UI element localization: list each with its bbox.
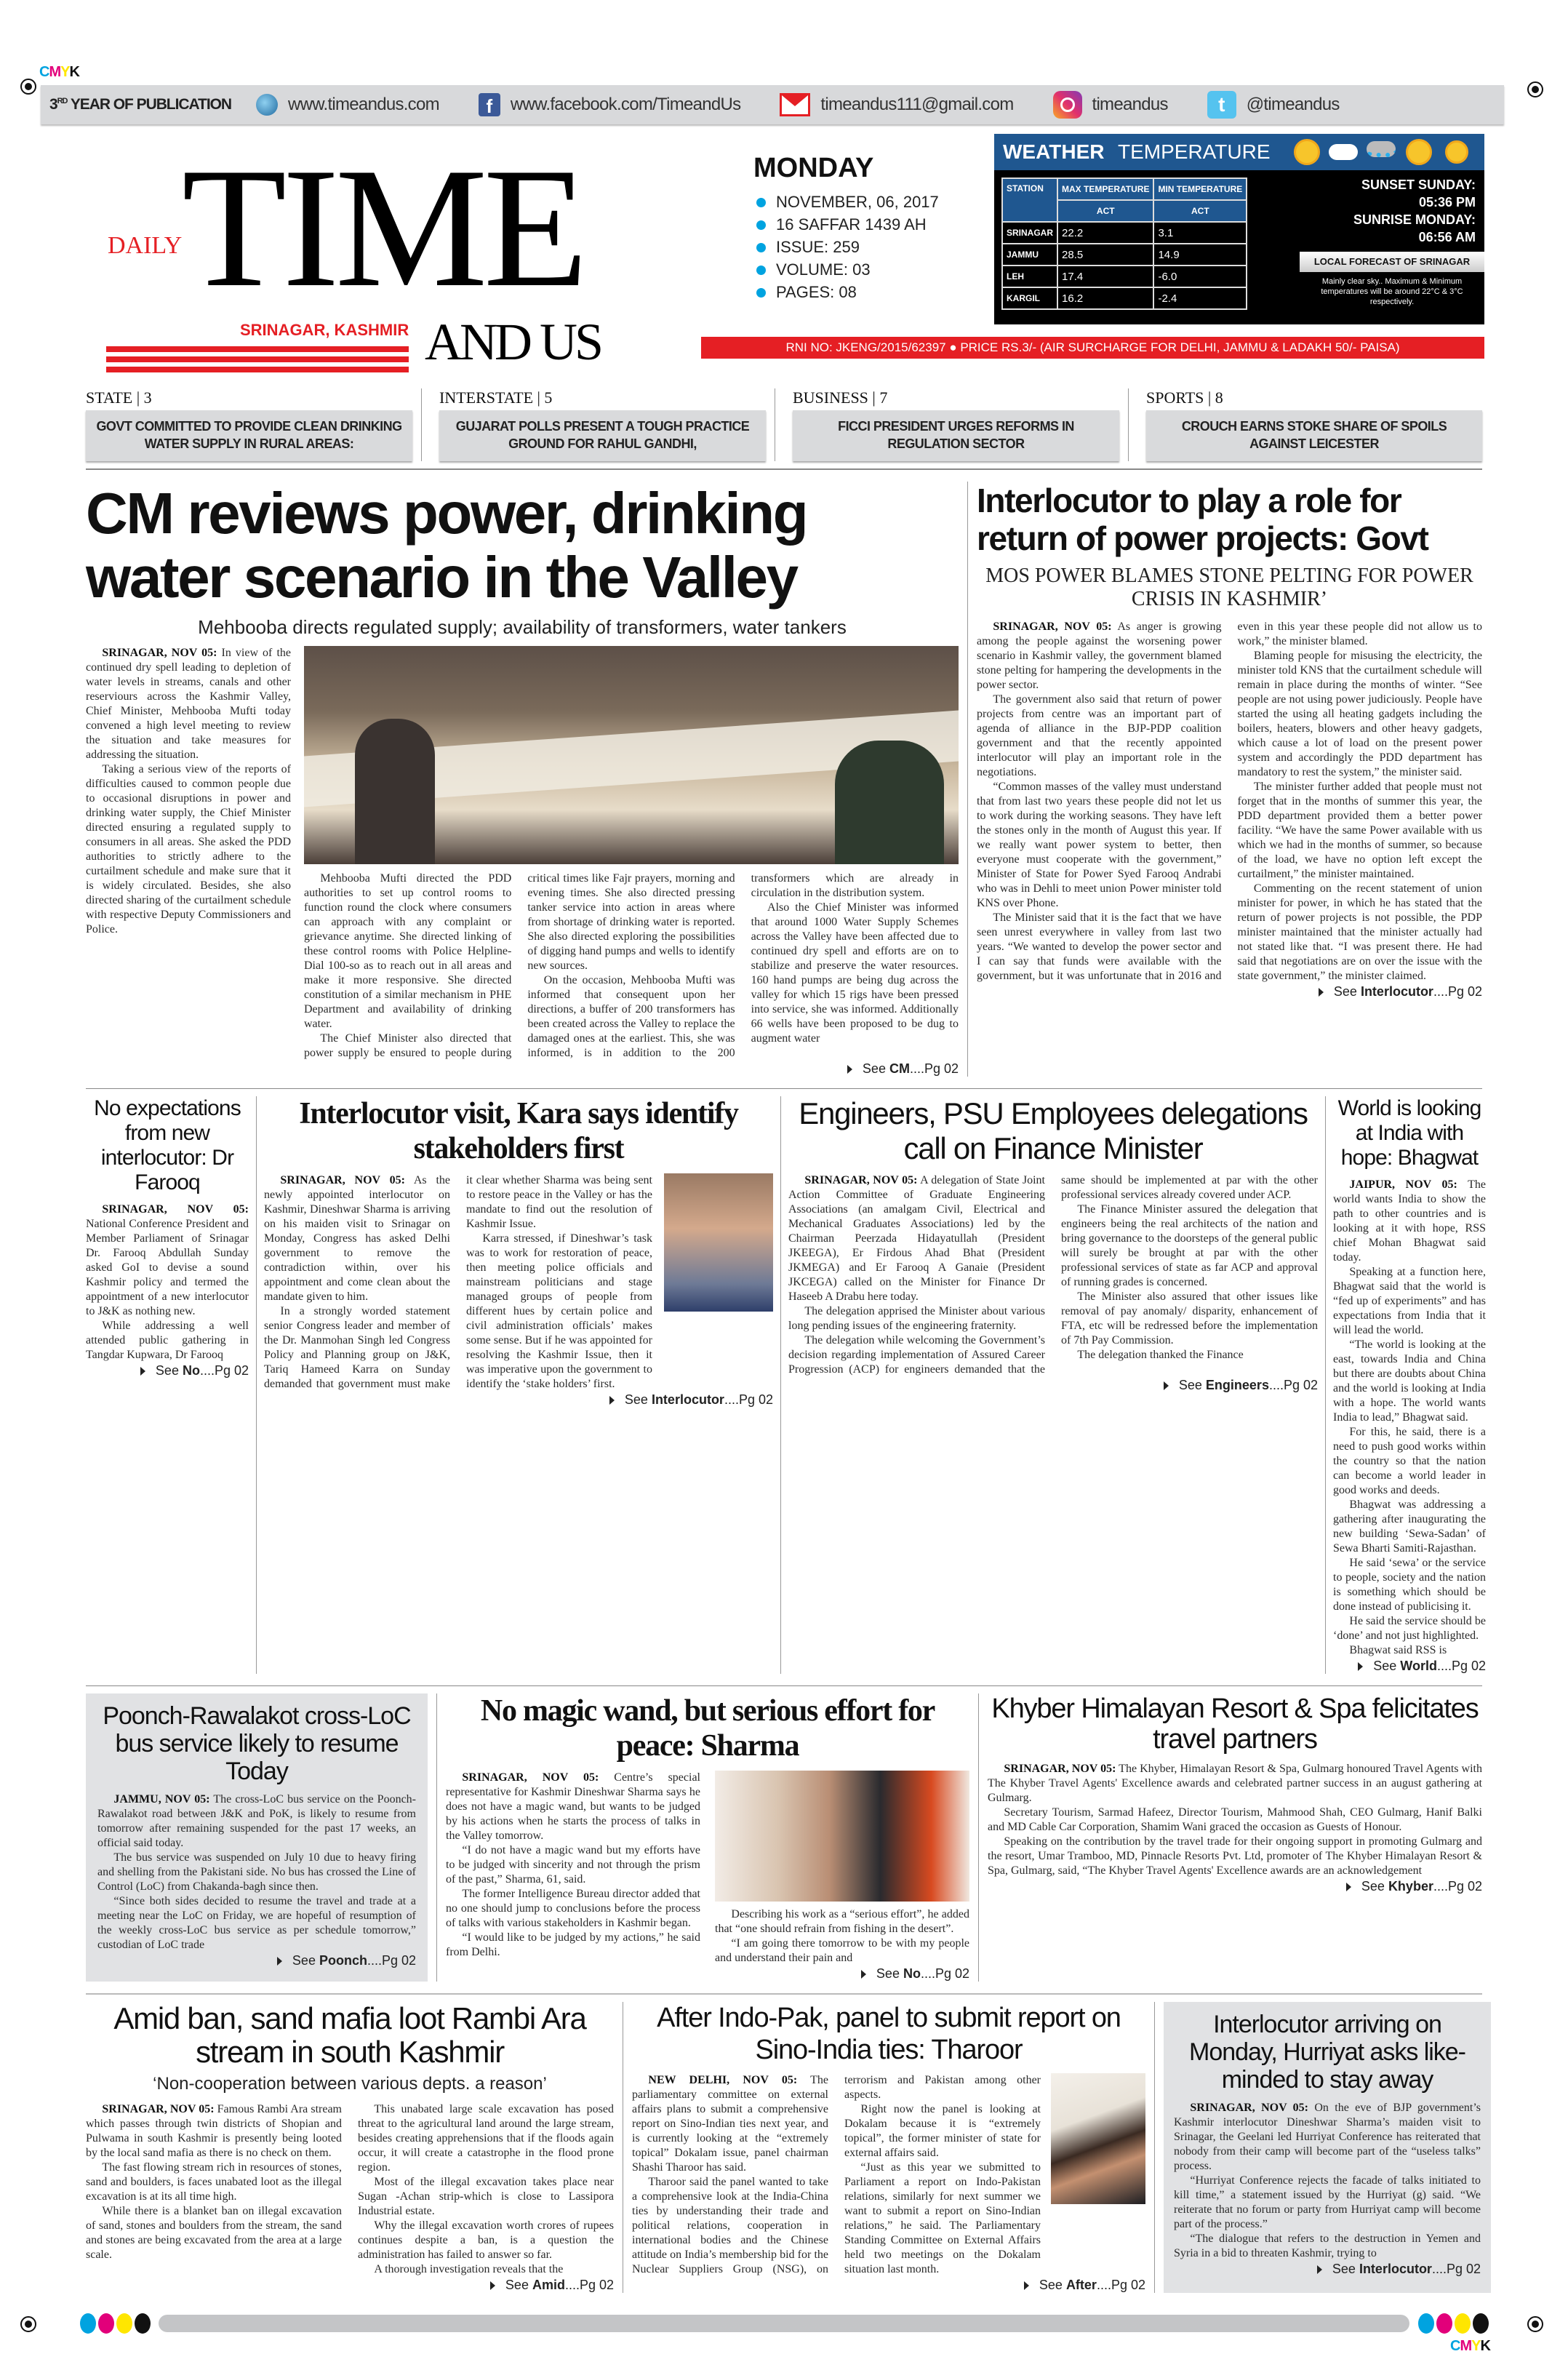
min-temp: 14.9 — [1153, 244, 1247, 266]
instagram-icon — [1053, 91, 1082, 119]
paragraph: Describing his work as a “serious effort”, he added that “one should refrain from fishing in the desert”. — [715, 1908, 969, 1935]
lead-paragraph: Famous Rambi Ara stream which passes through twin districts of Shopian and Pulwama in south Kashmir is presently being looted by the local sand mafia as there is no check on them. — [86, 2103, 343, 2159]
twitter-icon: t — [1207, 91, 1236, 119]
farooq-headline[interactable]: No expectations from new interlocutor: Dr Farooq — [94, 1096, 241, 1194]
registration-mark-icon — [1527, 2316, 1543, 2332]
headline[interactable]: CM reviews power, drinking water scenario in the Valley — [86, 481, 807, 610]
sunset-time: 05:36 PM — [1418, 195, 1476, 210]
weather-row — [1002, 244, 1247, 266]
teaser-headline[interactable]: CROUCH EARNS STOKE SHARE OF SPOILS AGAINST LEICESTER — [1146, 410, 1482, 461]
paragraph: “Common masses of the valley must understand that from last two years these people did not let us to work during the working seasons. They have left the stones only in the month of August this year. If we really want power system to better, then everyone must cooperate with the government,” Minister of State for Power Syed Farooq Andrabi who was in Dehli to meet union Power minister told KNS over Phone. — [977, 781, 1222, 909]
tharoor-columns — [632, 2073, 1041, 2277]
article-hurriyat — [1164, 2002, 1491, 2293]
paragraph: While addressing a well attended public gathering in Tangdar Kupwara, Dr Farooq — [86, 1320, 249, 1361]
lead-paragraph: The cross-LoC bus service on the Poonch-Rawalakot road between J&K and PoK, is likely to resume from tomorrow after remaining suspended for the past 17 weeks, an official said today. — [97, 1793, 416, 1849]
see-more-engineers[interactable] — [788, 1377, 1318, 1393]
see-page: ....Pg 02 — [920, 1966, 969, 1981]
sharma-portrait-photo — [715, 1771, 969, 1902]
teaser-headline[interactable]: FICCI PRESIDENT URGES REFORMS IN REGULATION SECTOR — [793, 410, 1119, 461]
see-word: Interlocutor — [1360, 984, 1433, 999]
cmyk-c: C — [1450, 2338, 1460, 2354]
paragraph: Blaming people for misusing the electricity, the minister told KNS that the curtailment schedule will remain in place during the months of winter. “See people are not using power judiciously. People have started the using all heating gadgets including the boilers, heaters, blowers and other heavy gadgets, which cause a lot of load on the present power system and accordingly the PDD department has mandatory to rest the system,” the minister said. — [1237, 650, 1482, 778]
cyan-dot — [80, 2313, 96, 2334]
see-more-sharma[interactable] — [715, 1966, 969, 1982]
paragraph: “I do not have a magic wand but my efforts have to be judged with sincerity and not through the prism of the past,” Sharma, 61, said. — [446, 1844, 700, 1886]
karra-portrait-photo — [664, 1173, 773, 1312]
triangle-icon — [861, 1970, 866, 1979]
see-word: Interlocutor — [1359, 2262, 1432, 2276]
triangle-icon — [1317, 2265, 1322, 2274]
paragraph: On the occasion, Mehbooba Mufti was informed that consequent upon her directions, a buffer of 200 transformers has been created across the Valley to replace the damaged ones at the earliest. This, she was informed, is in addition to the 200 transformers which are already in circulation in the distribution system. — [527, 872, 959, 1059]
article-khyber — [988, 1693, 1482, 1982]
paragraph: Commenting on the recent statement of union minister for power, in which he has stated that the return of power projects is not possible, the PDP minister maintained that the minister actually had not stated like that. “I was present there. He had said that negotiations are on over the issue with the state government,” the minister claimed. — [1237, 882, 1482, 982]
cmyk-m: M — [1460, 2338, 1472, 2354]
masthead-location: SRINAGAR, KASHMIR — [240, 321, 409, 339]
weather-row — [1002, 222, 1247, 244]
year-number: 3 — [49, 96, 57, 113]
tharoor-headline[interactable]: After Indo-Pak, panel to submit report on Sino-India ties: Tharoor — [657, 2003, 1121, 2065]
triangle-icon — [609, 1396, 615, 1405]
paragraph: Right now the panel is looking at Dokalam because it is “extremely topical”, the former minister of state for external affairs said. — [844, 2103, 1041, 2159]
facebook-link[interactable]: www.facebook.com/TimeandUs — [510, 95, 741, 114]
paragraph: The former Intelligence Bureau director added that no one should jump to conclusions before the process of talks with various stakeholders in Kashmir began. — [446, 1888, 700, 1929]
dateline: NEW DELHI, NOV 05: — [648, 2074, 798, 2086]
year-suffix: RD — [57, 97, 68, 105]
issue-detail — [756, 281, 975, 303]
station-name: KARGIL — [1002, 287, 1057, 309]
sunrise-time: 06:56 AM — [1418, 230, 1476, 244]
paragraph: While there is a blanket ban on illegal excavation of sand, stones and boulders from the stream, the sand and stones are being excavated from the area at a large scale. — [86, 2205, 342, 2261]
see-word: Engineers — [1205, 1378, 1269, 1392]
teaser-label: INTERSTATE | 5 — [439, 388, 553, 407]
magenta-dot — [98, 2313, 114, 2334]
rain-cloud-icon — [1367, 141, 1396, 157]
article-sharma — [446, 1693, 969, 1982]
registration-mark-icon — [1527, 81, 1543, 97]
col-station: STATION — [1002, 178, 1057, 222]
farooq-body — [86, 1202, 249, 1362]
facebook-icon: f — [479, 93, 500, 116]
email-link[interactable]: timeandus111@gmail.com — [820, 95, 1014, 114]
column-divider — [978, 1693, 979, 1982]
instagram-link[interactable]: timeandus — [1092, 95, 1168, 114]
triangle-icon — [847, 1065, 852, 1074]
teaser-interstate[interactable] — [439, 388, 775, 461]
clouds-icon — [1329, 144, 1358, 160]
see-page: ....Pg 02 — [1436, 1659, 1486, 1673]
issue-day: MONDAY — [753, 153, 874, 183]
issue-detail — [756, 236, 975, 258]
paragraph: Most of the illegal excavation takes place near Sugan -Achan strip-which is close to Lassipora Industrial estate. — [358, 2176, 614, 2217]
station-name: JAMMU — [1002, 244, 1057, 266]
yellow-dot — [1455, 2313, 1471, 2334]
bhagwat-body — [1333, 1178, 1486, 1658]
black-dot — [135, 2313, 151, 2334]
see-page: ....Pg 02 — [1096, 2278, 1145, 2292]
article-tharoor — [632, 2002, 1145, 2293]
sun-icon — [1445, 140, 1468, 164]
paragraph: The Chief Minister also directed that power supply be ensured to people during critical times like Fajr prayers, morning and evening times. She also directed pressing tanker service into action in areas where from shortage of drinking water is reported. She also directed exploring the possibilities of digging hand pumps and wells to identify new sources. — [304, 872, 735, 1059]
subheadline: Mehbooba directs regulated supply; availability of transformers, water tankers — [198, 616, 847, 638]
see-prefix: See — [1333, 984, 1361, 999]
cmyk-k: K — [1480, 2338, 1490, 2354]
black-dot — [1473, 2313, 1489, 2334]
article-kara — [264, 1096, 773, 1674]
dateline: SRINAGAR, NOV 05: — [1004, 1763, 1116, 1775]
triangle-icon — [1164, 1381, 1169, 1390]
paragraph: The delegation while welcoming the Government’s decision regarding implementation of Assured Career Progression (ACP) for engineers demanded that the same should be implemented at par with the other professional services already covered under ACP. — [788, 1174, 1318, 1376]
lead-paragraph: On the eve of BJP government’s Kashmir interlocutor Dineshwar Sharma’s maiden visit to Srinagar, the Geelani led Hurriyat Conference has reiterated that nobody from their camp will become part of the “useless talks” process. — [1174, 2102, 1481, 2172]
paragraph: Why the illegal excavation worth crores of rupees continues despite a ban, is a question the administration has failed to answer so far. — [358, 2219, 614, 2261]
triangle-icon — [1024, 2281, 1029, 2290]
poonch-headline[interactable]: Poonch-Rawalakot cross-LoC bus service likely to resume Today — [103, 1702, 411, 1785]
paragraph: “Hurriyat Conference rejects the facade of talks initiated to kill time,” a statement issued by the Hurriyat (g) said. “We reiterate that no forum or party from Hurriyat camp will become part of the process.” — [1174, 2174, 1481, 2230]
lead-paragraph: The parliamentary committee on external affairs plans to submit a comprehensive report on Sino-Indian ties next year, and is currently looking at the “extremely topical” Dokalam issue, panel chairman Shashi Tharoor has said. — [632, 2074, 828, 2174]
paragraph: “Since both sides decided to resume the travel and trade at a meeting near the LoC on Friday, we are hopeful of resumption of the weekly cross-LoC bus service as per schedule tomorrow,” custodian of LoC trade — [97, 1895, 416, 1951]
triangle-icon — [1319, 988, 1324, 997]
weather-row — [1002, 266, 1247, 287]
cmyk-mark-bottom — [1450, 2338, 1490, 2355]
article-interlocutor-role — [977, 482, 1482, 1077]
sharma-body-right — [715, 1907, 969, 1966]
column-divider — [256, 1096, 257, 1674]
sunset-label: SUNSET SUNDAY: — [1361, 177, 1476, 192]
dateline: SRINAGAR, NOV 05: — [462, 1771, 599, 1784]
paragraph: The government also said that return of power projects from centre was an important part of agenda of alliance in the BJP-PDP coalition government and that the recently appointed interlocutor will play an important role in the negotiations. — [977, 693, 1222, 778]
paragraph: The Minister also assured that other issues like removal of pay anomaly/ disparity, enhancement of FTA, etc will be redressed before the implementation of 7th Pay Commission. — [1061, 1290, 1318, 1346]
see-page: ....Pg 02 — [909, 1061, 959, 1076]
paragraph: For this, he said, there is a need to push good works within the country so that the nation can become a world leader in good works and deeds. — [1333, 1426, 1486, 1496]
see-prefix: See — [624, 1392, 652, 1407]
paragraph: Tharoor said the panel wanted to take a comprehensive look at the India-China ties by understanding their trade and political relations, cooperation in international bodies and the Chinese attitude on India’s membership bid for the Nuclear Suppliers Group (NSG), on terrorism and Pakistan among other aspects. — [632, 2074, 1041, 2275]
issue-detail — [756, 258, 975, 281]
min-temp: -6.0 — [1153, 266, 1247, 287]
triangle-icon — [277, 1957, 282, 1966]
see-word: Poonch — [319, 1953, 367, 1968]
lead-paragraph: The Khyber, Himalayan Resort & Spa, Gulmarg honoured Travel Agents with The Khyber Travel Agents' Excellence awards and celebrated partner success in an august gathering at Gulmarg. — [988, 1763, 1483, 1804]
teaser-headline[interactable]: GOVT COMMITTED TO PROVIDE CLEAN DRINKING WATER SUPPLY IN RURAL AREAS: — [86, 410, 412, 461]
paragraph: In a strongly worded statement senior Congress leader and member of the Dr. Manmohan Singh led Congress Policy and Planning group on J&K, Tariq Hameed Karra on Sunday demanded that government must make it clear whether Sharma was being sent to restore peace in the Valley or has the mandate to find out the resolution of Kashmir Issue. — [264, 1174, 652, 1390]
cmyk-k: K — [69, 64, 79, 80]
dateline: SRINAGAR, NOV 05: — [1190, 2102, 1309, 2114]
paragraph: The Minister said that it is the fact that we have seen unrest everywhere in valley from last two years. “We wanted to develop the power sector and I can say that funds were available with the government, but it was unfortunate that in 2016 and even in this year these people did not allow us to work,” the minister blamed. — [977, 621, 1482, 982]
top-info-bar — [41, 85, 1504, 124]
see-prefix: See — [1332, 2262, 1359, 2276]
dateline: JAIPUR, NOV 05: — [1349, 1178, 1457, 1191]
paragraph: The delegation apprised the Minister about various long pending issues of the engineering fraternity. — [788, 1305, 1045, 1332]
see-word: After — [1065, 2278, 1097, 2292]
footer-color-dots-left — [80, 2313, 153, 2337]
section-four — [86, 1993, 1482, 2293]
amid-subheadline: ‘Non-cooperation between various depts. a reason’ — [153, 2074, 547, 2094]
see-page: ....Pg 02 — [199, 1363, 249, 1378]
see-more-kara[interactable] — [264, 1392, 773, 1408]
see-more-farooq[interactable] — [86, 1362, 249, 1378]
hurriyat-body — [1174, 2101, 1481, 2261]
magenta-dot — [1436, 2313, 1452, 2334]
weather-header-row — [1002, 178, 1247, 200]
paragraph: Mehbooba Mufti directed the PDD authorities to set up control rooms to function round the clock where consumers can approach with any complaint or grievance anytime. She directed linking of these control rooms with Police Helpline-Dial 100-so as to reach out in all areas and make it more responsive. She directed constitution of a similar mechanism in PHE Department and availability of drinking water. — [304, 872, 512, 1030]
teaser-label: STATE | 3 — [86, 388, 152, 407]
paragraph: The delegation thanked the Finance — [1077, 1349, 1244, 1361]
see-prefix: See — [1039, 2278, 1066, 2292]
engineers-headline[interactable]: Engineers, PSU Employees delegations call on Finance Minister — [799, 1096, 1308, 1165]
max-temp: 28.5 — [1057, 244, 1153, 266]
paragraph: The minister further added that people must not forget that in the months of summer this year, the PDD department provided them a better power facility. “We have the same Power available with us which we had in the months of summer, so because of the load, we have no option left except the curtailment,” the minister maintained. — [1237, 781, 1482, 880]
see-more-khyber[interactable] — [988, 1878, 1482, 1894]
dateline: SRINAGAR, NOV 05: — [280, 1174, 405, 1186]
footer — [20, 2312, 1548, 2363]
rni-price-bar: RNI NO: JKENG/2015/62397 ● PRICE RS.3/- (AIR SURCHARGE FOR DELHI, JAMMU & LADAKH 50/- PAISA) — [701, 337, 1484, 359]
see-prefix: See — [1178, 1378, 1206, 1392]
max-temp: 17.4 — [1057, 266, 1153, 287]
volume-number: VOLUME: 03 — [776, 260, 871, 279]
see-prefix: See — [862, 1061, 889, 1076]
see-page: ....Pg 02 — [1268, 1378, 1318, 1392]
see-word: CM — [889, 1061, 910, 1076]
article-poonch — [86, 1693, 428, 1982]
globe-icon — [256, 94, 278, 116]
col-min: MIN TEMPERATURE — [1153, 178, 1247, 200]
paragraph: “Just as this year we submitted to Parliament a report on Indo-Pakistan relations, similarly for next summer we want to submit a report on Sino-Indian relations,” he said. The Parliamentary Standing Committee on External Affairs held two meetings on the Dokalam situation last month. — [844, 2161, 1041, 2275]
min-temp: 3.1 — [1153, 222, 1247, 244]
weather-row — [1002, 287, 1247, 309]
gmail-icon — [780, 93, 810, 116]
see-word: No — [903, 1966, 921, 1981]
teaser-business[interactable] — [793, 388, 1129, 461]
paragraph: Secretary Tourism, Sarmad Hafeez, Director Tourism, Mahmood Shah, CEO Gulmarg, Hanif Balki and MD Cable Car Corporation, Shamim Wani graced the occasion as Guests of Honour. — [988, 1806, 1482, 1833]
article-cm-reviews — [86, 482, 959, 1077]
twitter-link[interactable]: @timeandus — [1246, 95, 1340, 114]
article-engineers — [788, 1096, 1318, 1674]
paragraph: Karra stressed, if Dineshwar’s task was to work for restoration of peace, then meeting police officials and mainstream politicians and stage managed groups of people from different hues by certain police and civil administration officials’ makes some sense. But if he was appointed for resolving the Kashmir Issue, then it was imperative upon the government to identify the ‘stake holders’ first. — [466, 1232, 652, 1390]
teaser-strip — [86, 388, 1482, 470]
cm-columns — [304, 871, 959, 1061]
footer-gray-bar — [159, 2315, 1409, 2332]
issue-details — [756, 191, 975, 303]
cmyk-y: Y — [60, 64, 70, 80]
kara-columns — [264, 1173, 652, 1392]
see-page: ....Pg 02 — [1431, 2262, 1481, 2276]
teaser-sports[interactable] — [1146, 388, 1482, 461]
cmyk-y: Y — [1471, 2338, 1481, 2354]
sun-rain-icon — [1406, 139, 1432, 165]
paragraph: He said the service should be ‘done’ and not just highlighted. — [1333, 1615, 1486, 1642]
column-divider — [436, 1693, 437, 1982]
masthead-daily: DAILY — [108, 232, 183, 259]
paragraph: He said ‘sewa’ or the service to people, society and the nation is something which should be done instead of publicising it. — [1333, 1557, 1486, 1613]
masthead-subtitle: AND US — [425, 313, 601, 371]
column-divider — [1325, 1096, 1326, 1674]
see-prefix: See — [876, 1966, 903, 1981]
masthead-title: TIME — [182, 133, 584, 323]
dateline: SRINAGAR, NOV 05: — [102, 1203, 249, 1216]
see-more-hurriyat[interactable] — [1174, 2261, 1481, 2277]
see-more-amid[interactable] — [86, 2277, 614, 2293]
lead-paragraph: National Conference President and Member Parliament of Srinagar Dr. Farooq Abdullah Sunday asked GoI to devise a sound Kashmir policy and termed the appointment of a new interlocutor to J&K as nothing new. — [86, 1218, 249, 1317]
engineers-columns — [788, 1173, 1318, 1377]
paragraph: “I would like to be judged by my actions,” he said from Delhi. — [446, 1931, 700, 1958]
see-word: Khyber — [1388, 1879, 1433, 1894]
column-divider — [967, 482, 968, 1077]
khyber-headline[interactable]: Khyber Himalayan Resort & Spa felicitates travel partners — [991, 1693, 1479, 1755]
triangle-icon — [1358, 1662, 1363, 1671]
kara-headline[interactable]: Interlocutor visit, Kara says identify stakeholders first — [299, 1097, 738, 1165]
forecast-title: LOCAL FORECAST OF SRINAGAR — [1300, 252, 1484, 272]
paragraph: Bhagwat was addressing a gathering after inaugurating the new building ‘Sewa-Sadan’ of Sewa Bharti Samiti-Rajasthan. — [1333, 1499, 1486, 1555]
triangle-icon — [1346, 1883, 1351, 1891]
paragraph: The fast flowing stream rich in resources of stones, sand and boulders, is faces unabated loot as the illegal excavation is at its all time high. — [86, 2161, 342, 2203]
dateline: SRINAGAR, NOV 05: — [804, 1174, 918, 1186]
masthead-red-stripes — [106, 346, 409, 372]
publication-year — [49, 96, 231, 113]
see-word: World — [1400, 1659, 1437, 1673]
min-temp: -2.4 — [1153, 287, 1247, 309]
poonch-body — [97, 1792, 416, 1952]
paragraph: A thorough investigation reveals that the — [374, 2263, 564, 2275]
paragraph: Taking a serious view of the reports of difficulties caused to common people due to occasional disruptions in power and drinking water supply, the Chief Minister directed ensuring a regulated supply to consumers in all areas. She asked the PDD authorities to strictly adhere to the curtailment schedule and make sure that it is widely circulated. Besides, she also directed sharing of the curtailment schedule with respective Deputy Commissioners and Police. — [86, 763, 291, 935]
station-name: LEH — [1002, 266, 1057, 287]
dateline: SRINAGAR, NOV 05: — [102, 2103, 215, 2115]
column-divider — [1154, 2002, 1155, 2293]
headline[interactable]: Interlocutor to play a role for return of power projects: Govt — [977, 482, 1428, 557]
paragraph: This unabated large scale excavation has posed threat to the agricultural land around the large stream, besides creating apprehensions that if the floods again occur, it will create a catastrophe in the flood prone region. — [358, 2103, 614, 2174]
paragraph: Speaking on the contribution by the travel trade for their ongoing support in promoting Gulmarg and the resort, Umar Tramboo, MD, Pinnacle Resorts Pvt. Ltd, promoter of The Khyber Himalayan Resort & Spa, Gulmarg, said, “The Khyber Travel Agents' Excellence awards are an acknowledgement — [988, 1835, 1482, 1877]
sun-times — [1300, 176, 1476, 246]
see-prefix: See — [1361, 1879, 1388, 1894]
dateline: JAMMU, NOV 05: — [113, 1793, 210, 1806]
cm-col-1 — [86, 646, 291, 1077]
tharoor-portrait-photo — [1051, 2073, 1145, 2204]
cm-meeting-photo — [304, 646, 959, 864]
cmyk-m: M — [49, 64, 61, 80]
paragraph: The Finance Minister assured the delegation that engineers being the real architects of the nation and bring governance to the doorsteps of the general public will surely be brought at par with the other professional services of state as far ACP and approval of running grades is concerned. — [1061, 1203, 1318, 1288]
cyan-dot — [1418, 2313, 1434, 2334]
weather-title-bold: WEATHER — [1003, 140, 1105, 163]
paragraph: The bus service was suspended on July 10 due to heavy firing and shelling from the Pakistani side. No bus has crossed the Line of Control (LoC) from Chakanda-bagh since then. — [97, 1851, 416, 1893]
paragraph: “The dialogue that refers to the destruction in Yemen and Syria in a bid to threaten Kashmir, trying to — [1174, 2233, 1481, 2259]
section-one — [86, 482, 1482, 1077]
dateline: SRINAGAR, NOV 05: — [102, 647, 217, 659]
see-more-tharoor[interactable] — [632, 2277, 1145, 2293]
see-prefix: See — [1373, 1659, 1401, 1673]
teaser-label: BUSINESS | 7 — [793, 388, 888, 407]
see-word: Interlocutor — [651, 1392, 724, 1407]
see-page: ....Pg 02 — [1433, 1879, 1482, 1894]
section-two — [86, 1088, 1486, 1674]
page-count: PAGES: 08 — [776, 283, 857, 301]
col-max: MAX TEMPERATURE — [1057, 178, 1153, 200]
paragraph: Bhagwat said RSS is — [1349, 1644, 1447, 1656]
issue-detail — [756, 191, 975, 213]
section-three — [86, 1685, 1482, 1982]
lead-paragraph: The world wants India to show the path to other countries and is looking at it with hope, RSS chief Mohan Bhagwat said today. — [1333, 1178, 1486, 1264]
weather-header — [994, 134, 1484, 170]
registration-mark-icon — [20, 2316, 36, 2332]
see-prefix: See — [292, 1953, 319, 1968]
lead-paragraph: As the newly appointed interlocutor on Kashmir, Dineshwar Sharma is arriving on his maiden visit to Srinagar on Monday, Congress has asked Delhi government to remove the contradiction within, over his appointment and come clean about the mandate given to him. — [264, 1174, 450, 1303]
teaser-state[interactable] — [86, 388, 422, 461]
amid-columns — [86, 2102, 614, 2277]
col-max-act: ACT — [1057, 200, 1153, 222]
paragraph: “I am going there tomorrow to be with my people and understand their pain and — [715, 1937, 969, 1964]
article-farooq — [86, 1096, 249, 1674]
year-text: YEAR OF PUBLICATION — [67, 96, 232, 113]
issue-date: NOVEMBER, 06, 2017 — [776, 193, 939, 211]
triangle-icon — [490, 2281, 495, 2290]
see-page: ....Pg 02 — [1433, 984, 1482, 999]
station-name: SRINAGAR — [1002, 222, 1057, 244]
see-more-cm[interactable] — [304, 1061, 959, 1077]
article-amid — [86, 2002, 614, 2293]
hurriyat-headline[interactable]: Interlocutor arriving on Monday, Hurriyat asks like-minded to stay away — [1189, 2011, 1465, 2094]
interlocutor-role-columns — [977, 620, 1482, 983]
khyber-body — [988, 1762, 1482, 1878]
see-page: ....Pg 02 — [724, 1392, 773, 1407]
yellow-dot — [116, 2313, 132, 2334]
article-bhagwat — [1333, 1096, 1486, 1674]
website-link[interactable]: www.timeandus.com — [288, 95, 439, 114]
paragraph: “The world is looking at the east, towards India and China but there are doubts about China and the world is looking at India with a hope. The world wants India to lead,” Bhagwat said. — [1333, 1338, 1486, 1424]
max-temp: 22.2 — [1057, 222, 1153, 244]
lead-paragraph: A delegation of State Joint Action Committee of Graduate Engineering Associations (an amalgam Civil, Electrical and Mechanical Graduates Associations) led by the Chairman Peerzada Hidayatullah (President JKEEGA), Er Firdous Ahad Bhat (President JKMEGA) and Er Farooq A Ganaie (President JKCEGA) called on the Minister for Finance Dr Haseeb A Drabu here today. — [788, 1174, 1046, 1303]
amid-headline[interactable]: Amid ban, sand mafia loot Rambi Ara stream in south Kashmir — [113, 2001, 586, 2069]
see-page: ....Pg 02 — [367, 1953, 416, 1968]
cmyk-c: C — [39, 64, 49, 80]
forecast-text: Mainly clear sky.. Maximum & Minimum temperatures will be around 22°C & 3°C respectively. — [1321, 277, 1463, 306]
see-more-bhagwat[interactable] — [1333, 1658, 1486, 1674]
weather-table — [1001, 177, 1247, 310]
weather-panel — [994, 134, 1484, 324]
sharma-headline[interactable]: No magic wand, but serious effort for peace: Sharma — [480, 1694, 935, 1763]
lead-paragraph: Centre’s special representative for Kashmir Dineshwar Sharma says he does not have a magic wand, but wants to be judged by his actions when he starts the process of talks in the Valley tomorrow. — [446, 1771, 700, 1842]
see-prefix: See — [505, 2278, 532, 2292]
registration-mark-icon — [20, 79, 36, 95]
sun-cloud-icon — [1294, 139, 1320, 165]
column-divider — [780, 1096, 781, 1674]
see-word: Amid — [532, 2278, 565, 2292]
teaser-label: SPORTS | 8 — [1146, 388, 1223, 407]
see-prefix: See — [155, 1363, 183, 1378]
footer-color-dots-right — [1418, 2313, 1491, 2337]
sunrise-label: SUNRISE MONDAY: — [1353, 212, 1476, 227]
cmyk-mark-top — [39, 64, 79, 81]
paragraph: Speaking at a function here, Bhagwat said that the world is “fed up of experiments” and has expectations from India that it will lead the world. — [1333, 1266, 1486, 1336]
sharma-body — [446, 1771, 700, 1982]
see-more-poonch[interactable] — [97, 1952, 416, 1968]
see-word: No — [182, 1363, 200, 1378]
bhagwat-headline[interactable]: World is looking at India with hope: Bhagwat — [1337, 1096, 1481, 1170]
see-more-interlocutor-role[interactable] — [977, 983, 1482, 1000]
teaser-headline[interactable]: GUJARAT POLLS PRESENT A TOUGH PRACTICE GROUND FOR RAHUL GANDHI, — [439, 410, 766, 461]
issue-number: ISSUE: 259 — [776, 238, 860, 256]
col-min-act: ACT — [1153, 200, 1247, 222]
see-page: ....Pg 02 — [564, 2278, 614, 2292]
max-temp: 16.2 — [1057, 287, 1153, 309]
subheadline: MOS POWER BLAMES STONE PELTING FOR POWER CRISIS IN KASHMIR’ — [985, 564, 1473, 610]
lead-paragraph: In view of the continued dry spell leading to depletion of water levels in streams, canals and other reserviours across the Kashmir Valley, Chief Minister, Mehbooba Mufti today convened a high level meeting to review the situation and take measures for addressing the situation. — [86, 647, 291, 761]
triangle-icon — [140, 1367, 145, 1376]
weather-title-light: TEMPERATURE — [1118, 140, 1271, 163]
issue-detail — [756, 213, 975, 236]
hijri-date: 16 SAFFAR 1439 AH — [776, 215, 927, 234]
lead-paragraph: As anger is growing among the people against the worsening power scenario in Kashmir valley, the government blamed stone pelting for hampering the developments in the power sector. — [977, 621, 1222, 691]
paragraph: Also the Chief Minister was informed that around 1000 Water Supply Schemes across the Valley have been affected due to continued dry spell and efforts are on to stabilize and preserve the water resources. 160 hand pumps are being dug across the valley for which 15 rigs have been pressed into service, she was informed. Additionally 66 wells have been proposed to be dug to augment water — [751, 901, 959, 1045]
dateline: SRINAGAR, NOV 05: — [993, 621, 1112, 633]
